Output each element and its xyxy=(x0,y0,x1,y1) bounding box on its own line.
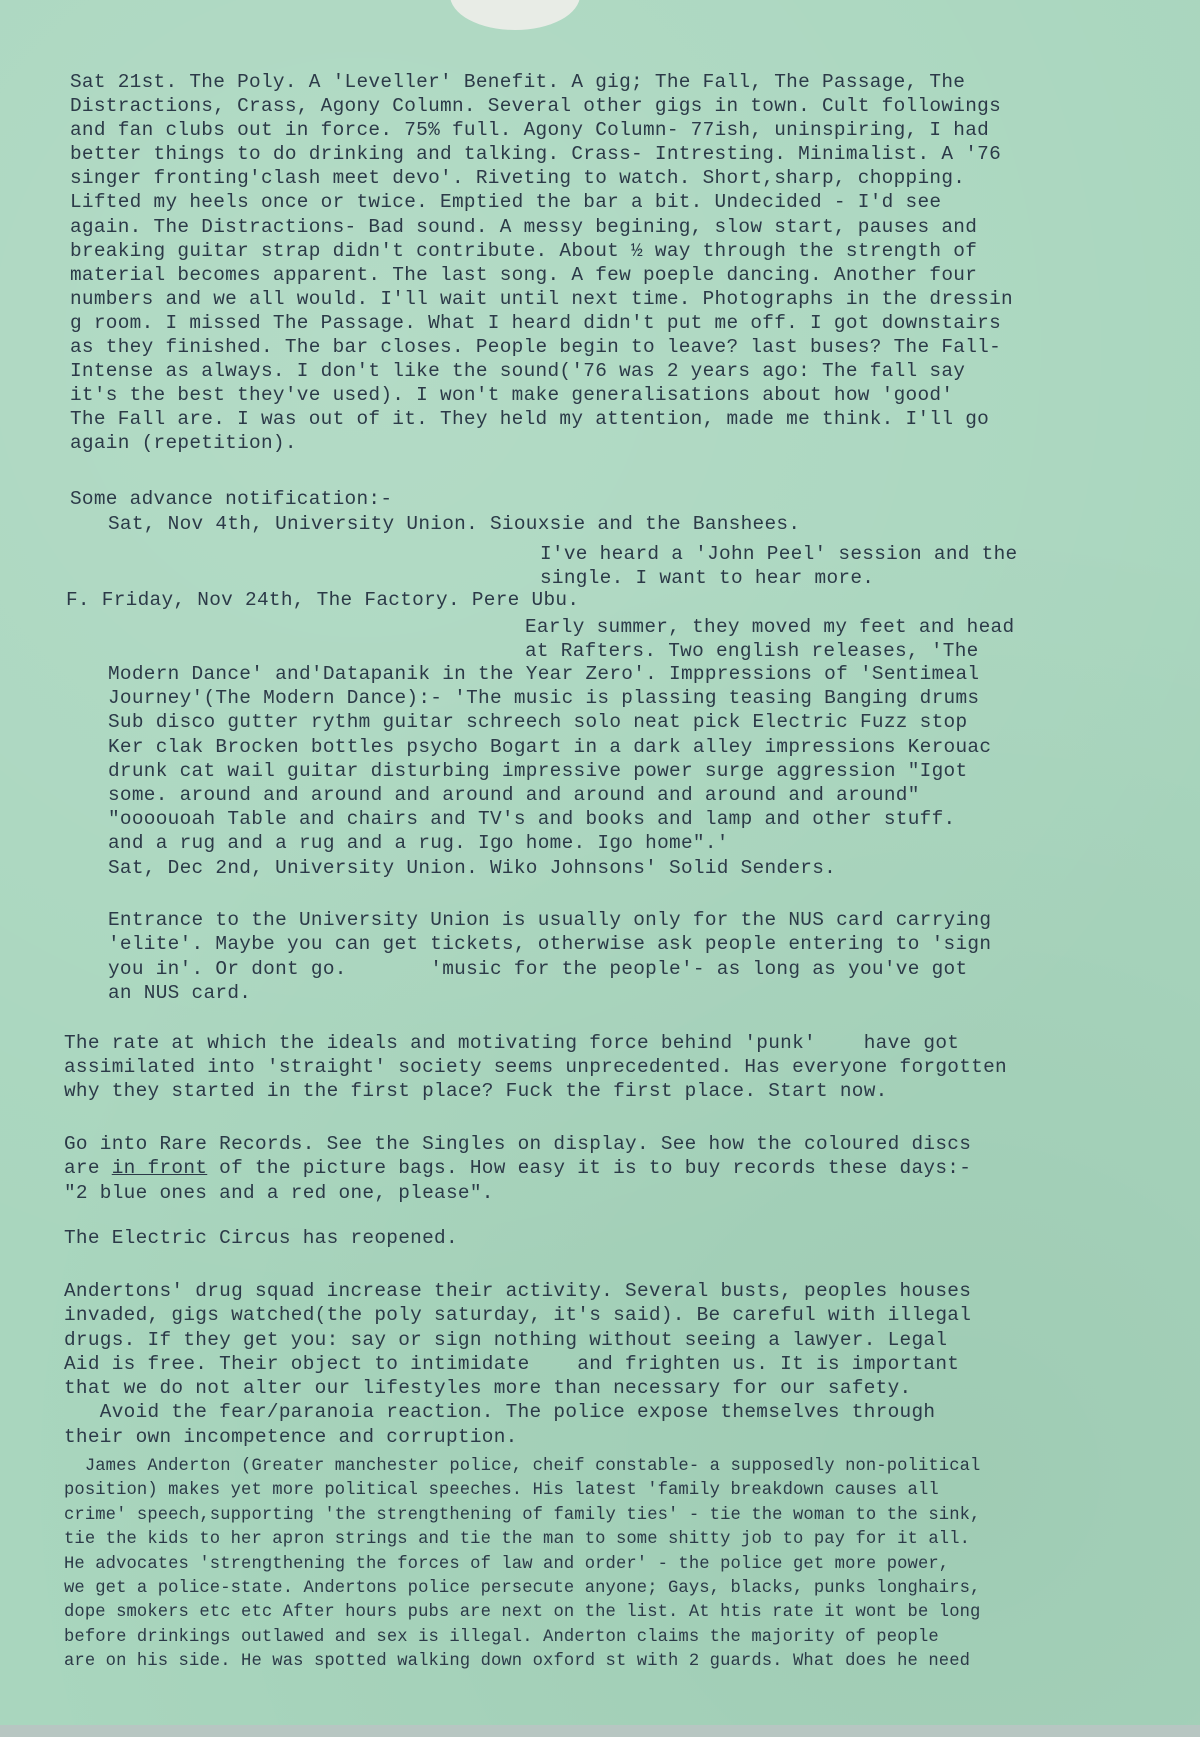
text-line: an NUS card. xyxy=(108,981,252,1004)
gig-siouxsie-note: I've heard a 'John Peel' session and the xyxy=(540,543,1018,565)
text-line: better things to do drinking and talking. Crass- Intresting. Minimalist. A '76 xyxy=(70,143,1002,166)
text-line: James Anderton (Greater manchester police, cheif constable- a supposedly non-political xyxy=(64,1457,981,1476)
advance-heading: Some advance notification:- xyxy=(70,488,393,510)
text-line: position) makes yet more political speeches. His latest 'family breakdown causes all xyxy=(64,1481,939,1501)
text-line: g room. I missed The Passage. What I heard didn't put me off. I got downstairs xyxy=(70,311,1002,334)
text-line: Journey'(The Modern Dance):- 'The music is plassing teasing Banging drums xyxy=(108,687,980,710)
text-line: Go into Rare Records. See the Singles on display. See how the coloured discs xyxy=(64,1133,972,1155)
text-line: tie the kids to her apron strings and tie the man to some shitty job to pay for it all. xyxy=(64,1530,971,1550)
text-line: that we do not alter our lifestyles more than necessary for our safety. xyxy=(64,1377,912,1400)
gig-review-paragraph xyxy=(70,70,1013,456)
pere-ubu-impressions xyxy=(108,662,991,880)
text-line: and a rug and a rug and a rug. Igo home. Igo home".' xyxy=(108,832,729,855)
gig-pere-ubu-note: at Rafters. Two english releases, 'The xyxy=(525,640,979,662)
text-line: Entrance to the University Union is usually only for the NUS card carrying xyxy=(108,909,992,931)
text-line: before drinkings outlawed and sex is illegal. Anderton claims the majority of people xyxy=(64,1627,939,1647)
text-fragment: are xyxy=(64,1157,112,1180)
text-line: Sat 21st. The Poly. A 'Leveller' Benefit. A gig; The Fall, The Passage, The xyxy=(70,71,966,93)
text-line: singer fronting'clash meet devo'. Riveting to watch. Short,sharp, chopping. xyxy=(70,167,966,190)
text-line: He advocates 'strengthening the forces of law and order' - the police get more power, xyxy=(64,1554,950,1574)
text-line: Distractions, Crass, Agony Column. Several other gigs in town. Cult followings xyxy=(70,95,1002,118)
text-line: Sub disco gutter rythm guitar schreech solo neat pick Electric Fuzz stop xyxy=(108,711,968,734)
text-line: we get a police-state. Andertons police persecute anyone; Gays, blacks, punks longhairs, xyxy=(64,1579,981,1599)
text-line: "oooouoah Table and chairs and TV's and books and lamp and other stuff. xyxy=(108,808,956,831)
text-line: Modern Dance' and'Datapanik in the Year Zero'. Imppressions of 'Sentimeal xyxy=(108,663,980,685)
text-line: are on his side. He was spotted walking down oxford st with 2 guards. What does he need xyxy=(64,1652,971,1672)
text-line: "2 blue ones and a red one, please". xyxy=(64,1181,494,1204)
text-line: you in'. Or dont go. 'music for the people'- as long as you've got xyxy=(108,957,968,980)
rare-records-paragraph xyxy=(64,1132,971,1205)
text-line: Intense as always. I don't like the sound('76 was 2 years ago: The fall say xyxy=(70,360,966,383)
text-line: as they finished. The bar closes. People begin to leave? last buses? The Fall- xyxy=(70,336,1002,359)
text-line: invaded, gigs watched(the poly saturday, it's said). Be careful with illegal xyxy=(64,1304,972,1327)
text-line: again. The Distractions- Bad sound. A messy begining, slow start, pauses and xyxy=(70,215,978,238)
text-line: breaking guitar strap didn't contribute. About ½ way through the strength of xyxy=(70,239,978,262)
text-line: dope smokers etc etc After hours pubs are next on the list. At htis rate it wont be long xyxy=(64,1603,981,1623)
text-line: Andertons' drug squad increase their activity. Several busts, peoples houses xyxy=(64,1280,972,1302)
gig-pere-ubu-note: Early summer, they moved my feet and head xyxy=(525,616,1015,638)
entrance-paragraph xyxy=(108,908,991,1005)
text-line xyxy=(64,1156,971,1180)
text-line: The Fall are. I was out of it. They held my attention, made me think. I'll go xyxy=(70,408,990,431)
text-line: Ker clak Brocken bottles psycho Bogart in a dark alley impressions Kerouac xyxy=(108,735,992,758)
electric-circus-note: The Electric Circus has reopened. xyxy=(64,1227,458,1249)
text-line: their own incompetence and corruption. xyxy=(64,1425,518,1448)
text-line: crime' speech,supporting 'the strengthening of family ties' - tie the woman to the sink, xyxy=(64,1505,981,1525)
text-line: and fan clubs out in force. 75% full. Agony Column- 77ish, uninspiring, I had xyxy=(70,119,990,142)
text-line: why they started in the first place? Fuck the first place. Start now. xyxy=(64,1080,888,1103)
text-line: 'elite'. Maybe you can get tickets, otherwise ask people entering to 'sign xyxy=(108,933,992,956)
text-line: assimilated into 'straight' society seems unprecedented. Has everyone forgotten xyxy=(64,1056,1007,1079)
gig-pere-ubu: F. Friday, Nov 24th, The Factory. Pere Ubu. xyxy=(66,589,580,611)
text-line: again (repetition). xyxy=(70,432,297,455)
text-line: material becomes apparent. The last song. A few poeple dancing. Another four xyxy=(70,263,978,286)
text-line: numbers and we all would. I'll wait until next time. Photographs in the dressin xyxy=(70,287,1013,310)
text-fragment: of the picture bags. How easy it is to buy records these days:- xyxy=(207,1157,972,1180)
drug-squad-paragraph xyxy=(64,1279,971,1449)
text-line: Avoid the fear/paranoia reaction. The police expose themselves through xyxy=(64,1401,936,1424)
gig-siouxsie: Sat, Nov 4th, University Union. Siouxsie and the Banshees. xyxy=(108,513,801,535)
torn-corner xyxy=(450,0,580,30)
text-line: Lifted my heels once or twice. Emptied the bar a bit. Undecided - I'd see xyxy=(70,191,942,214)
text-line: Aid is free. Their object to intimidate and frighten us. It is important xyxy=(64,1352,960,1375)
gig-siouxsie-note: single. I want to hear more. xyxy=(540,567,875,589)
anderton-paragraph xyxy=(64,1455,980,1675)
underlined-phrase: in front xyxy=(111,1157,208,1180)
punk-paragraph xyxy=(64,1031,1007,1104)
text-line: some. around and around and around and around and around and around" xyxy=(108,784,920,807)
page-bottom-edge xyxy=(0,1725,1200,1737)
text-line: The rate at which the ideals and motivating force behind 'punk' have got xyxy=(64,1032,960,1054)
text-line: drunk cat wail guitar disturbing impressive power surge aggression "Igot xyxy=(108,759,968,782)
text-line: drugs. If they get you: say or sign nothing without seeing a lawyer. Legal xyxy=(64,1328,948,1351)
gig-wilko-johnson: Sat, Dec 2nd, University Union. Wiko Johnsons' Solid Senders. xyxy=(108,856,837,879)
text-line: it's the best they've used). I won't make generalisations about how 'good' xyxy=(70,384,954,407)
